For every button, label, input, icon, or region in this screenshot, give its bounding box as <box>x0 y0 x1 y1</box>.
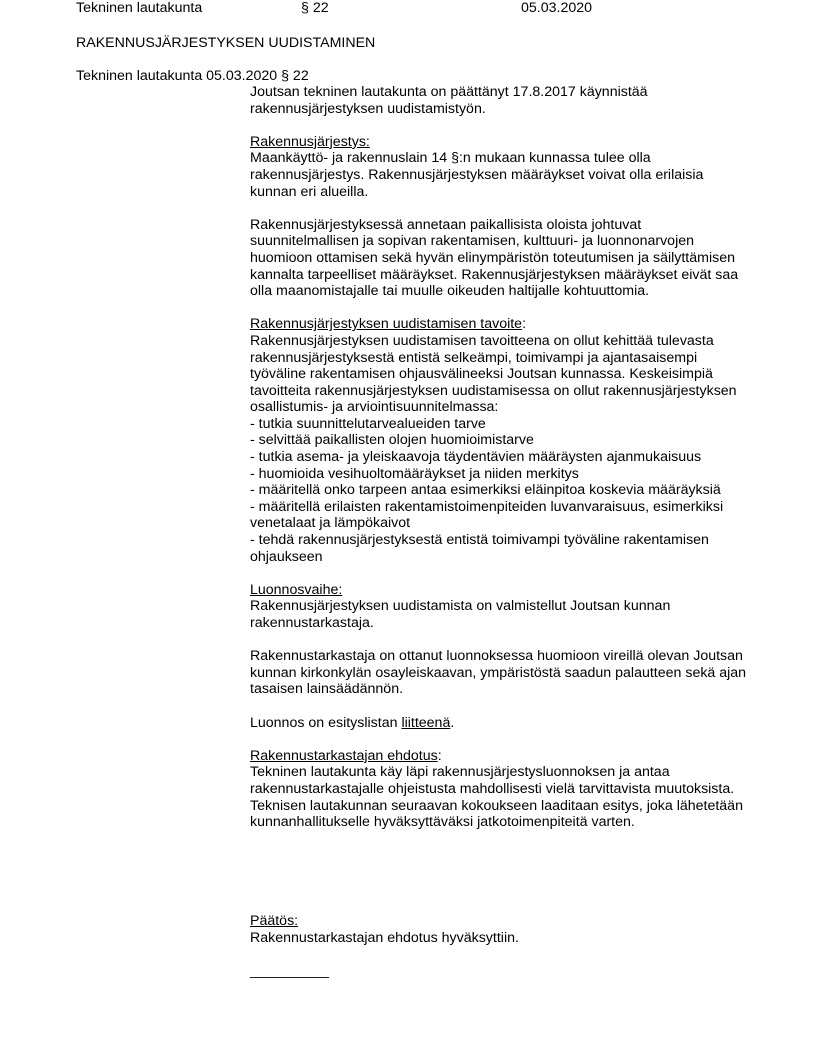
draft-paragraph-3 <box>250 715 750 732</box>
goals-section <box>250 316 750 565</box>
header-committee: Tekninen lautakunta <box>76 0 203 16</box>
goals-heading-colon: : <box>522 316 527 333</box>
attachment-link[interactable]: liitteenä <box>401 714 451 731</box>
list-item: - tutkia suunnittelutarvealueiden tarve <box>250 415 486 432</box>
goals-text: Rakennusjärjestyksen uudistamisen tavoitteena on ollut kehittää tulevasta rakennusjärjestyksestä entistä selkeämpi, toimivampi ja ajantasaisempi työväline rakentamisen ohjausvälineeksi Joutsan kunnassa. Keskeisimpiä tavoitteita rakennusjärjestyksen uudistamisessa on ollut rakennusjärjestyksen osallistumis- ja arviointisuunnitelmassa: <box>250 332 737 416</box>
proposal-heading-colon: : <box>437 747 442 764</box>
decision-text: Rakennustarkastajan ehdotus hyväksyttiin. <box>250 929 519 946</box>
rj-paragraph-2: Rakennusjärjestyksessä annetaan paikallisista oloista johtuvat suunnitelmallisen ja sopivan rakentamisen, kulttuuri- ja luonnonarvojen huomioon ottamisen sekä hyvän elinympäristön toteutumisen ja säilyttämisen kannalta tarpeelliset määräykset. Rakennusjärjestyksen määräykset eivät saa olla maanomistajalle tai muulle oikeuden haltijalle kohtuuttomia. <box>250 216 739 300</box>
intro-paragraph <box>250 84 750 117</box>
draft-heading: Luonnosvaihe: <box>250 581 343 598</box>
proposal-heading-line <box>250 748 750 765</box>
rj-heading: Rakennusjärjestys: <box>250 133 370 150</box>
header-section: § 22 <box>301 0 329 16</box>
end-divider: __________ <box>250 963 329 980</box>
proposal-text: Tekninen lautakunta käy läpi rakennusjärjestysluonnoksen ja antaa rakennustarkastajalle ohjeistusta mahdollisesti vielä tarvittavista muutoksista. Teknisen lautakunnan seuraavan kokoukseen laaditaan esitys, joka lähetetään kunnanhallitukselle hyväksyttäväksi jatkotoimenpiteitä varten. <box>250 764 743 831</box>
draft-attachment-suffix: . <box>450 714 455 731</box>
draft-paragraph-1: Rakennusjärjestyksen uudistamista on valmistellut Joutsan kunnan rakennustarkastaja. <box>250 598 671 631</box>
intro-text: Joutsan tekninen lautakunta on päättänyt 17.8.2017 käynnistää rakennusjärjestyksen uudistamistyön. <box>250 84 648 117</box>
header-date: 05.03.2020 <box>521 0 593 16</box>
draft-paragraph-2-block <box>250 648 750 698</box>
list-item: - tutkia asema- ja yleiskaavoja täydentävien määräysten ajanmukaisuus <box>250 449 702 466</box>
rj-paragraph-2-block <box>250 217 750 300</box>
draft-section <box>250 582 750 632</box>
document-title: RAKENNUSJÄRJESTYKSEN UUDISTAMINEN <box>76 35 376 51</box>
draft-attachment-prefix: Luonnos on esityslistan <box>250 714 402 731</box>
proposal-heading: Rakennustarkastajan ehdotus <box>250 747 438 764</box>
rj-section <box>250 134 750 200</box>
meeting-reference: Tekninen lautakunta 05.03.2020 § 22 <box>76 68 309 84</box>
goals-list <box>250 416 750 565</box>
goals-heading-line <box>250 316 750 333</box>
list-item: - huomioida vesihuoltomääräykset ja niiden merkitys <box>250 465 579 482</box>
draft-paragraph-2: Rakennustarkastaja on ottanut luonnoksessa huomioon vireillä olevan Joutsan kunnan kirkonkylän osayleiskaavan, ympäristöstä saadun palautteen sekä ajan tasaisen lainsäädännön. <box>250 648 747 698</box>
draft-paragraph-3-block <box>250 715 750 732</box>
proposal-section <box>250 748 750 831</box>
goals-heading: Rakennusjärjestyksen uudistamisen tavoite <box>250 316 523 333</box>
list-item: - määritellä erilaisten rakentamistoimenpiteiden luvanvaraisuus, esimerkiksi venetalaat ja lämpökaivot <box>250 498 724 532</box>
document-body <box>250 84 750 980</box>
rj-paragraph-1: Maankäyttö- ja rakennuslain 14 §:n mukaan kunnassa tulee olla rakennusjärjestys. Rakennusjärjestyksen määräykset voivat olla erilaisia kunnan eri alueilla. <box>250 150 704 200</box>
decision-heading: Päätös: <box>250 913 299 930</box>
list-item: - määritellä onko tarpeen antaa esimerkiksi eläinpitoa koskevia määräyksiä <box>250 482 721 499</box>
spacer <box>250 847 750 913</box>
list-item: - tehdä rakennusjärjestyksestä entistä toimivampi työväline rakentamisen ohjaukseen <box>250 532 709 565</box>
list-item: - selvittää paikallisten olojen huomioimistarve <box>250 432 534 449</box>
decision-section <box>250 913 750 946</box>
